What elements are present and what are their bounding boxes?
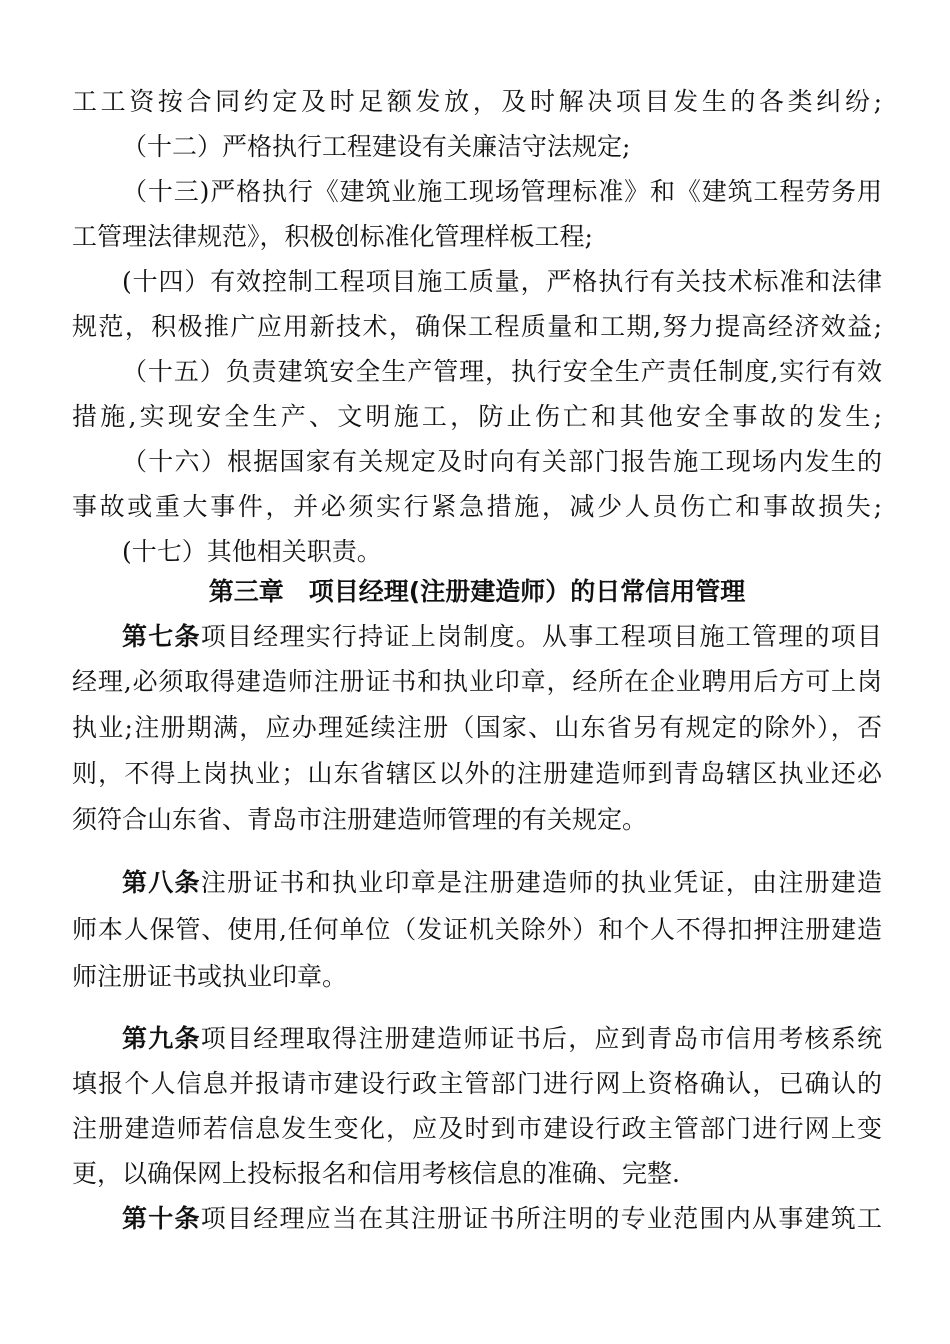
article-text: 项目经理取得注册建造师证书后，应到青岛市信用考核系统 [200, 1024, 882, 1053]
article-title: 第七条 [122, 622, 201, 651]
text-line: 工工资按合同约定及时足额发放，及时解决项目发生的各类纠纷; [72, 87, 882, 116]
article-title: 第九条 [122, 1024, 201, 1053]
text-line: 填报个人信息并报请市建设行政主管部门进行网上资格确认，已确认的 [72, 1069, 882, 1098]
text-line: 措施,实现安全生产、文明施工，防止伤亡和其他安全事故的发生; [72, 402, 882, 431]
text-line: (十四）有效控制工程项目施工质量，严格执行有关技术标准和法律 [122, 267, 882, 296]
text-line: 则，不得上岗执业；山东省辖区以外的注册建造师到青岛辖区执业还必 [72, 759, 882, 788]
article-first-line [122, 1023, 882, 1055]
text-line: 须符合山东省、青岛市注册建造师管理的有关规定。 [72, 805, 648, 834]
article-first-line [122, 1203, 882, 1235]
text-line: 事故或重大事件，并必须实行紧急措施，减少人员伤亡和事故损失; [72, 492, 882, 521]
article-text: 项目经理实行持证上岗制度。从事工程项目施工管理的项目 [200, 622, 882, 651]
article-title: 第十条 [122, 1204, 201, 1233]
text-line: 师注册证书或执业印章。 [72, 962, 348, 991]
text-line: （十二）严格执行工程建设有关廉洁守法规定; [122, 132, 631, 161]
text-line: 执业;注册期满，应办理延续注册（国家、山东省另有规定的除外），否 [72, 713, 882, 742]
text-line: （十五）负责建筑安全生产管理，执行安全生产责任制度,实行有效 [122, 357, 882, 386]
text-line: 规范，积极推广应用新技术，确保工程质量和工期,努力提高经济效益; [72, 312, 882, 341]
text-line: 工管理法律规范》，积极创标准化管理样板工程; [72, 222, 593, 251]
article-first-line [122, 867, 882, 899]
text-line: （十三)严格执行《建筑业施工现场管理标准》和《建筑工程劳务用 [122, 177, 882, 206]
text-line: 注册建造师若信息发生变化，应及时到市建设行政主管部门进行网上变 [72, 1114, 882, 1143]
text-line: (十七）其他相关职责。 [122, 537, 382, 566]
text-line: 更，以确保网上投标报名和信用考核信息的准确、完整. [72, 1159, 680, 1188]
chapter-heading: 第三章 项目经理(注册建造师）的日常信用管理 [208, 577, 746, 606]
article-text: 项目经理应当在其注册证书所注明的专业范围内从事建筑工 [200, 1204, 882, 1233]
text-line: 师本人保管、使用,任何单位（发证机关除外）和个人不得扣押注册建造 [72, 915, 882, 944]
article-title: 第八条 [122, 868, 201, 897]
text-line: （十六）根据国家有关规定及时向有关部门报告施工现场内发生的 [122, 447, 882, 476]
article-text: 注册证书和执业印章是注册建造师的执业凭证，由注册建造 [200, 868, 882, 897]
text-line: 经理,必须取得建造师注册证书和执业印章，经所在企业聘用后方可上岗 [72, 667, 882, 696]
article-first-line [122, 621, 882, 653]
